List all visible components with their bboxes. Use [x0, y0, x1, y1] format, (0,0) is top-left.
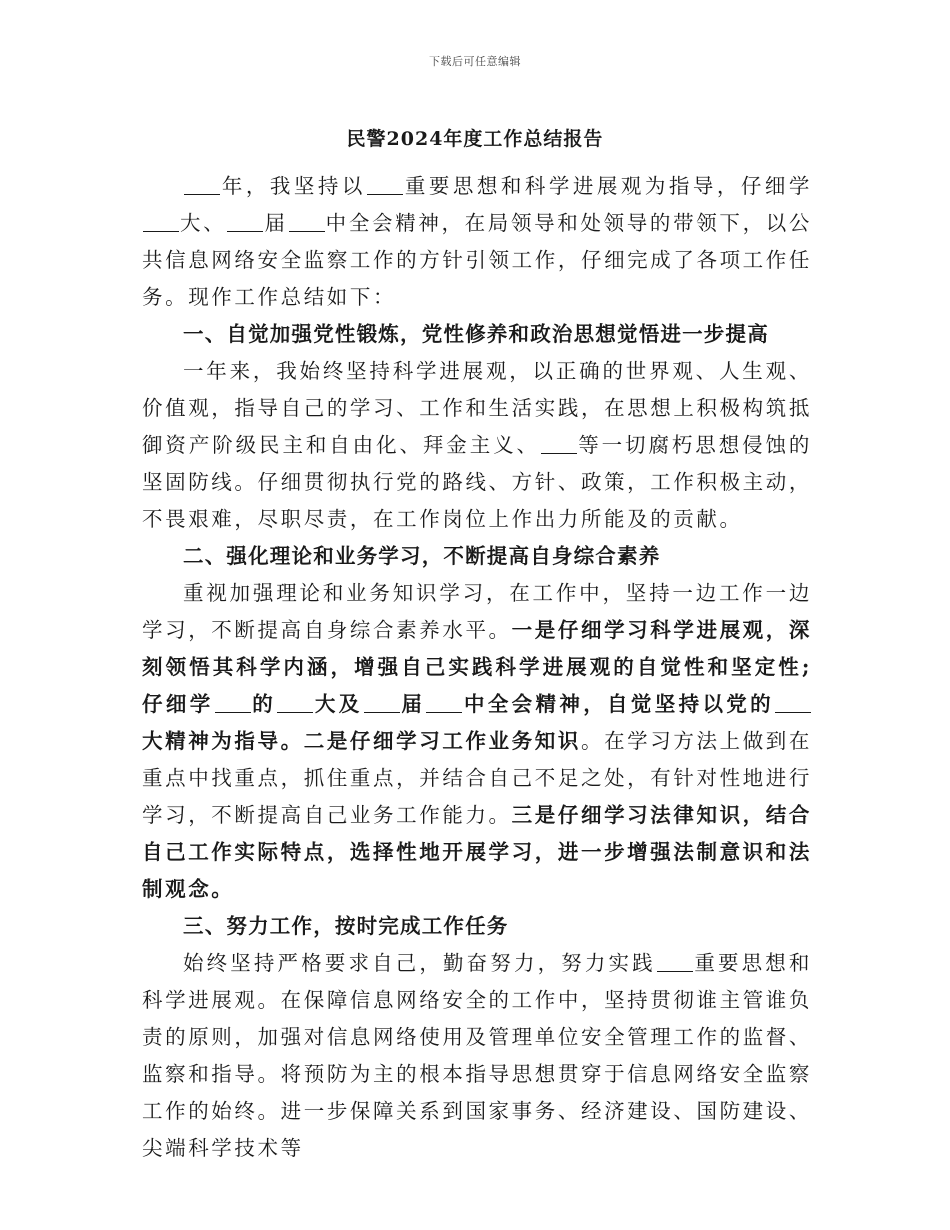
fill-blank [289, 210, 325, 232]
fill-blank [143, 210, 179, 232]
section-3-paragraph: 始终坚持严格要求自己，勤奋努力，努力实践 重要思想和科学进展观。在保障信息网络安全的工作中，坚持贯彻谁主管谁负责的原则，加强对信息网络使用及管理单位安全管理工作的监督、监察和指导。将预防为主的根本指导思想贯穿于信息网络安全监察工作的始终。进一步保障关系到国家事务、经济建设、国防建设、尖端科学技术等 [142, 951, 813, 1160]
fill-blank [277, 691, 313, 713]
fill-blank [426, 691, 462, 713]
fill-blank [541, 432, 577, 454]
section-1-paragraph: 一年来，我始终坚持科学进展观，以正确的世界观、人生观、价值观，指导自己的学习、工作和生活实践，在思想上积极构筑抵御资产阶级民主和自由化、拜金主义、 等一切腐朽思想侵蚀的坚固防线。仔细贯彻执行党的路线、方针、政策，工作积极主动，不畏艰难，尽职尽责，在工作岗位上作出力所能及的贡献。 [142, 359, 813, 531]
section-2-paragraph: 重视加强理论和业务知识学习，在工作中，坚持一边工作一边学习，不断提高自身综合素养水平。一是仔细学习科学进展观，深刻领悟其科学内涵，增强自己实践科学进展观的自觉性和坚定性;仔细学 的 大及 届 中全会精神，自觉坚持以党的大精神为指导。二是仔细学习工作业务知识。在学习方法上做到在重点中找重点，抓住重点，并结合自己不足之处，有针对性地进行学习，不断提高自己业务工作能力。三是仔细学习法律知识，结合自己工作实际特点，选择性地开展学习，进一步增强法制意识和法制观念。 [142, 581, 812, 901]
section-3-heading: 三、努力工作，按时完成工作任务 [183, 914, 509, 938]
document-title: 民警2024年度工作总结报告 [346, 128, 604, 150]
fill-blank [367, 173, 403, 195]
fill-blank [657, 950, 693, 972]
fill-blank [184, 173, 220, 195]
section-2-heading: 二、强化理论和业务学习，不断提高自身综合素养 [183, 544, 661, 568]
fill-blank [775, 691, 811, 713]
intro-paragraph: 年，我坚持以 重要思想和科学进展观为指导，仔细学大、 届 中全会精神，在局领导和处领导的带领下，以公共信息网络安全监察工作的方针引领工作，仔细完成了各项工作任务。现作工作总结如下： [142, 174, 812, 309]
fill-blank [227, 210, 263, 232]
header-note: 下载后可任意编辑 [429, 55, 521, 68]
fill-blank [215, 691, 251, 713]
section-1-heading: 一、自觉加强党性锻炼，党性修养和政治思想觉悟进一步提高 [183, 322, 769, 346]
document-body [142, 168, 812, 1167]
fill-blank [364, 691, 400, 713]
